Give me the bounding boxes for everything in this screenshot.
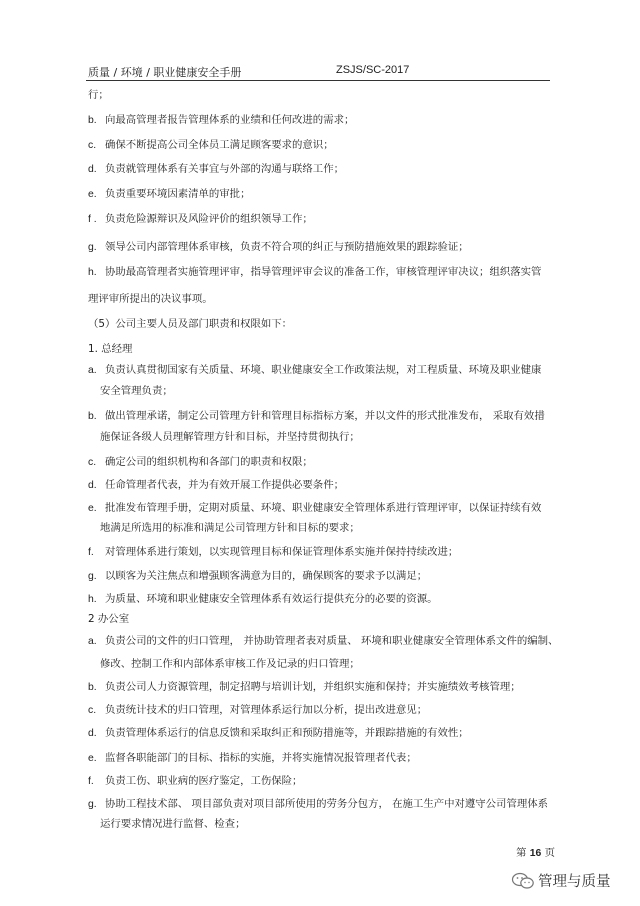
text-line: [88, 501, 541, 516]
list-marker: a.: [88, 365, 97, 376]
list-marker: f.: [88, 776, 94, 787]
text-line: [88, 363, 541, 378]
text-line: [88, 409, 545, 424]
list-marker: c.: [88, 457, 97, 468]
list-marker: c.: [88, 140, 97, 151]
line-text: 负责管理体系运行的信息反馈和采取纠正和预防措施等，并跟踪措施的有效性；: [105, 727, 469, 739]
line-text: （5）公司主要人员及部门职责和权限如下：: [88, 318, 293, 330]
text-line: [88, 455, 313, 470]
line-text: 监督各职能部门的目标、指标的实施，并将实施情况报管理者代表；: [105, 752, 417, 764]
text-line: [88, 478, 344, 493]
text-line: [88, 634, 558, 649]
line-text: 理评审所提出的决议事项。: [88, 293, 213, 305]
text-line: [88, 162, 344, 177]
line-text: 任命管理者代表，并为有效开展工作提供必要条件；: [105, 479, 344, 491]
line-text: 地满足所选用的标准和满足公司管理方针和目标的要求；: [100, 522, 360, 534]
line-text: 向最高管理者报告管理体系的业绩和任何改进的需求；: [105, 114, 355, 126]
text-line: [88, 88, 109, 102]
line-text: 做出管理承诺，制定公司管理方针和管理目标指标方案，并以文件的形式批准发布， 采取有效措: [105, 410, 545, 422]
list-marker: h.: [88, 594, 97, 605]
text-line: [88, 138, 334, 153]
list-marker: d.: [88, 728, 97, 739]
list-marker: g.: [88, 571, 97, 582]
text-line: [88, 592, 438, 607]
text-line: [88, 612, 129, 626]
text-line: [100, 384, 173, 398]
text-line: [88, 342, 132, 356]
line-text: 领导公司内部管理体系审核，负责不符合项的纠正与预防措施效果的跟踪验证；: [105, 241, 469, 253]
page-number: 第 16 页: [516, 847, 555, 859]
list-marker: d.: [88, 164, 97, 175]
text-line: [88, 545, 458, 560]
text-line: [88, 113, 354, 128]
list-marker: g.: [88, 799, 97, 810]
list-marker: d.: [88, 480, 97, 491]
line-text: 负责公司的文件的归口管理， 并协助管理者表对质量、 环境和职业健康安全管理体系文件的编制、: [105, 635, 559, 647]
list-marker: b.: [88, 411, 97, 422]
line-text: 施保证各级人员理解管理方针和目标，并坚持贯彻执行；: [100, 431, 360, 443]
list-marker: f.: [88, 547, 94, 558]
text-line: [88, 751, 417, 766]
line-text: 协助最高管理者实施管理评审，指导管理评审会议的准备工作，审核管理评审决议；组织落实管: [105, 266, 542, 278]
text-line: [88, 703, 427, 718]
line-text: 负责危险源辩识及风险评价的组织领导工作；: [105, 213, 313, 225]
line-text: 修改、控制工作和内部体系审核工作及记录的归口管理；: [100, 658, 360, 670]
wechat-icon: [511, 872, 535, 890]
line-text: 负责公司人力资源管理，制定招聘与培训计划，并组织实施和保持；并实施绩效考核管理；: [105, 681, 521, 693]
line-text: 协助工程技术部、 项目部负责对项目部所使用的劳务分包方， 在施工生产中对遵守公司管理体系: [105, 798, 549, 810]
list-marker: b.: [88, 682, 97, 693]
line-text: 运行要求情况进行监督、检查；: [100, 818, 246, 830]
line-text: 负责统计技术的归口管理，对管理体系运行加以分析，提出改进意见；: [105, 704, 428, 716]
list-marker: e.: [88, 503, 97, 514]
text-line: [88, 680, 521, 695]
list-marker: a.: [88, 636, 97, 647]
line-text: 负责重要环境因素清单的审批；: [105, 188, 251, 200]
line-text: 确定公司的组织机构和各部门的职责和权限；: [105, 456, 313, 468]
line-text: 对管理体系进行策划，以实现管理目标和保证管理体系实施并保持持续改进；: [105, 546, 459, 558]
text-line: [88, 292, 213, 306]
line-text: 确保不断提高公司全体员工满足顾客要求的意识；: [105, 139, 334, 151]
list-marker: e.: [88, 189, 97, 200]
line-text: 行；: [88, 89, 109, 101]
text-line: [88, 265, 541, 280]
line-text: 批准发布管理手册，定期对质量、环境、职业健康安全管理体系进行管理评审，以保证持续有效: [105, 502, 542, 514]
list-marker: g.: [88, 242, 97, 253]
line-text: 负责就管理体系有关事宜与外部的沟通与联络工作；: [105, 163, 344, 175]
list-marker: b.: [88, 115, 97, 126]
text-line: [88, 774, 302, 789]
line-text: 为质量、环境和职业健康安全管理体系有效运行提供充分的必要的资源。: [105, 593, 438, 605]
header-divider: [86, 80, 550, 81]
line-text: 以顾客为关注焦点和增强顾客满意为目的，确保顾客的要求予以满足；: [105, 570, 428, 582]
line-text: 2 办公室: [88, 613, 130, 625]
text-line: [88, 726, 469, 741]
list-marker: f .: [88, 214, 97, 225]
manual-title: 质量 / 环境 / 职业健康安全手册: [88, 66, 242, 79]
text-line: [100, 817, 245, 831]
list-marker: h.: [88, 267, 97, 278]
text-line: [88, 240, 469, 255]
line-text: 1. 总经理: [88, 343, 133, 355]
text-line: [100, 430, 360, 444]
text-line: [88, 317, 292, 331]
line-text: 负责工伤、职业病的医疗鉴定，工伤保险；: [105, 775, 303, 787]
document-code: ZSJS/SC-2017: [336, 64, 410, 76]
text-line: [100, 657, 360, 671]
text-line: [88, 797, 548, 812]
text-line: [88, 569, 427, 584]
line-text: 负责认真贯彻国家有关质量、环境、职业健康安全工作政策法规，对工程质量、环境及职业健康: [105, 364, 542, 376]
text-line: [88, 187, 250, 202]
list-marker: e.: [88, 753, 97, 764]
line-text: 安全管理负责；: [100, 385, 173, 397]
text-line: [88, 212, 313, 227]
text-line: [100, 521, 360, 535]
list-marker: c.: [88, 705, 97, 716]
watermark-text: 管理与质量: [538, 874, 611, 890]
